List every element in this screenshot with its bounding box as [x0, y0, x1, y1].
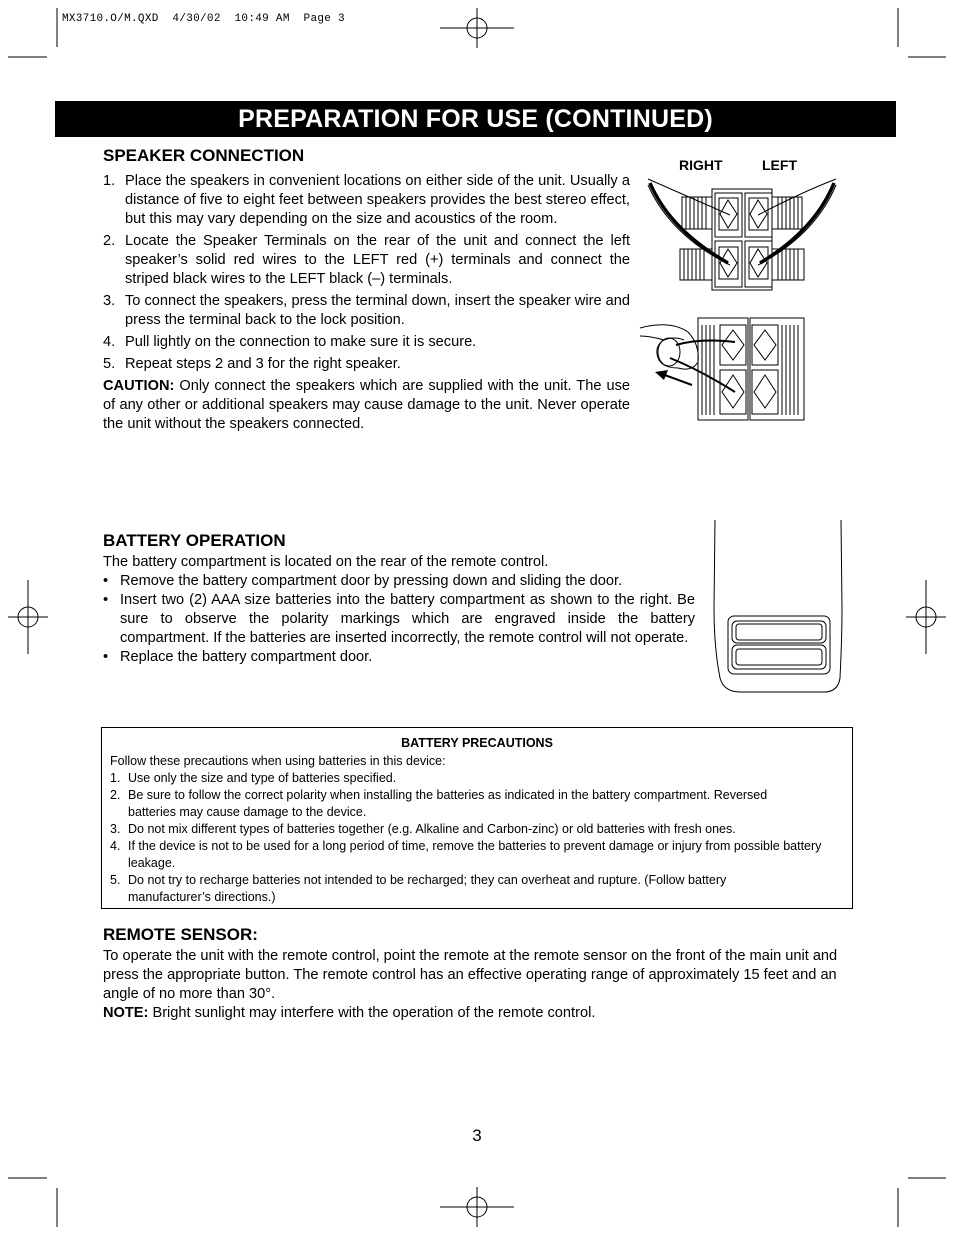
page-title-bar: [55, 101, 896, 137]
remote-sensor-body: [103, 947, 851, 1023]
item-number: 4.: [110, 839, 121, 853]
bullet-text: Insert two (2) AAA size batteries into the battery compartment as shown to the right. Be sure to observe the polarity markings which are engraved inside the battery compartment. If the batteries are inserted incorrectly, the remote control will not operate.: [120, 592, 695, 646]
item-number: 5.: [110, 873, 121, 887]
item-text: Do not try to recharge batteries not intended to be recharged; they can overheat and rupture. (Follow battery manufacturer’s directions.): [128, 873, 727, 904]
speaker-step: [103, 355, 630, 374]
step-text: To connect the speakers, press the terminal down, insert the speaker wire and press the terminal back to the lock position.: [125, 293, 630, 328]
item-text: Be sure to follow the correct polarity when installing the batteries as indicated in the battery compartment. Reversed batteries may cause damage to the device.: [128, 788, 768, 819]
remote-note: [103, 1004, 851, 1023]
step-text: Pull lightly on the connection to make sure it is secure.: [125, 334, 477, 350]
page-title: PREPARATION FOR USE (CONTINUED): [238, 105, 713, 133]
battery-precautions-title: BATTERY PRECAUTIONS: [401, 736, 553, 750]
caution-paragraph: [103, 377, 630, 434]
battery-precautions-box: [101, 727, 853, 909]
battery-bullet-item: [103, 591, 695, 648]
speaker-step: [103, 172, 630, 229]
bullet-text: Remove the battery compartment door by pressing down and sliding the door.: [120, 573, 623, 589]
precautions-intro: Follow these precautions when using batteries in this device:: [110, 754, 446, 768]
step-text: Place the speakers in convenient locations on either side of the unit. Usually a distance of five to eight feet between speakers provides the best stereo effect, but this may vary depending on the size and acoustics of the room.: [125, 173, 630, 227]
speaker-terminal-diagram: [640, 175, 840, 295]
file-slug: MX3710.O/M.QXD 4/30/02 10:49 AM Page 3: [62, 13, 345, 25]
speaker-steps: [103, 172, 630, 434]
step-text: Locate the Speaker Terminals on the rear of the unit and connect the left speaker’s solid red wires to the LEFT red (+) terminals and connect the striped black wires to the LEFT black (–) terminals.: [125, 233, 630, 287]
remote-battery-compartment-illustration: [706, 518, 846, 698]
speaker-step: [103, 333, 630, 352]
precaution-item: [110, 821, 830, 838]
battery-operation-body: [103, 553, 695, 667]
step-number: 2.: [103, 233, 116, 249]
caution-text: Only connect the speakers which are supplied with the unit. The use of any other or additional speakers may cause damage to the unit. Never operate the unit without the speakers connected.: [103, 378, 630, 432]
remote-sensor-heading: REMOTE SENSOR:: [103, 925, 258, 944]
step-number: 5.: [103, 356, 116, 372]
item-number: 2.: [110, 788, 121, 802]
bullet: •: [103, 573, 109, 589]
terminal-press-diagram: [640, 300, 810, 425]
page-number: 3: [472, 1126, 482, 1145]
bullet-text: Replace the battery compartment door.: [120, 649, 373, 665]
speaker-step: [103, 232, 630, 289]
precaution-item: [110, 838, 828, 872]
step-number: 3.: [103, 293, 116, 309]
precaution-item: [110, 770, 830, 787]
note-label: NOTE:: [103, 1005, 149, 1021]
battery-bullet-item: [103, 648, 695, 667]
bullet: •: [103, 592, 109, 608]
battery-intro: The battery compartment is located on the rear of the remote control.: [103, 554, 549, 570]
item-text: Do not mix different types of batteries together (e.g. Alkaline and Carbon-zinc) or old batteries with fresh ones.: [128, 822, 736, 836]
speaker-step: [103, 292, 630, 330]
speaker-connection-heading: SPEAKER CONNECTION: [103, 146, 305, 165]
battery-bullet-item: [103, 572, 695, 591]
note-text: Bright sunlight may interfere with the operation of the remote control.: [148, 1005, 596, 1021]
precaution-item: [110, 872, 728, 906]
diagram-label-right: RIGHT: [679, 157, 723, 173]
step-text: Repeat steps 2 and 3 for the right speaker.: [125, 356, 401, 372]
precaution-item: [110, 787, 808, 821]
caution-label: CAUTION:: [103, 378, 175, 394]
step-number: 4.: [103, 334, 116, 350]
diagram-label-left: LEFT: [762, 157, 797, 173]
remote-sensor-text: To operate the unit with the remote control, point the remote at the remote sensor on the front of the main unit and press the appropriate button. The remote control has an effective operating range of approximately 15 feet and an angle of no more than 30°.: [103, 948, 838, 1002]
item-text: If the device is not to be used for a long period of time, remove the batteries to prevent damage or injury from possible battery leakage.: [128, 839, 822, 870]
item-number: 1.: [110, 771, 121, 785]
item-text: Use only the size and type of batteries specified.: [128, 771, 397, 785]
item-number: 3.: [110, 822, 121, 836]
bullet: •: [103, 649, 109, 665]
battery-operation-heading: BATTERY OPERATION: [103, 531, 286, 550]
step-number: 1.: [103, 173, 116, 189]
battery-precautions-list: [110, 753, 830, 906]
